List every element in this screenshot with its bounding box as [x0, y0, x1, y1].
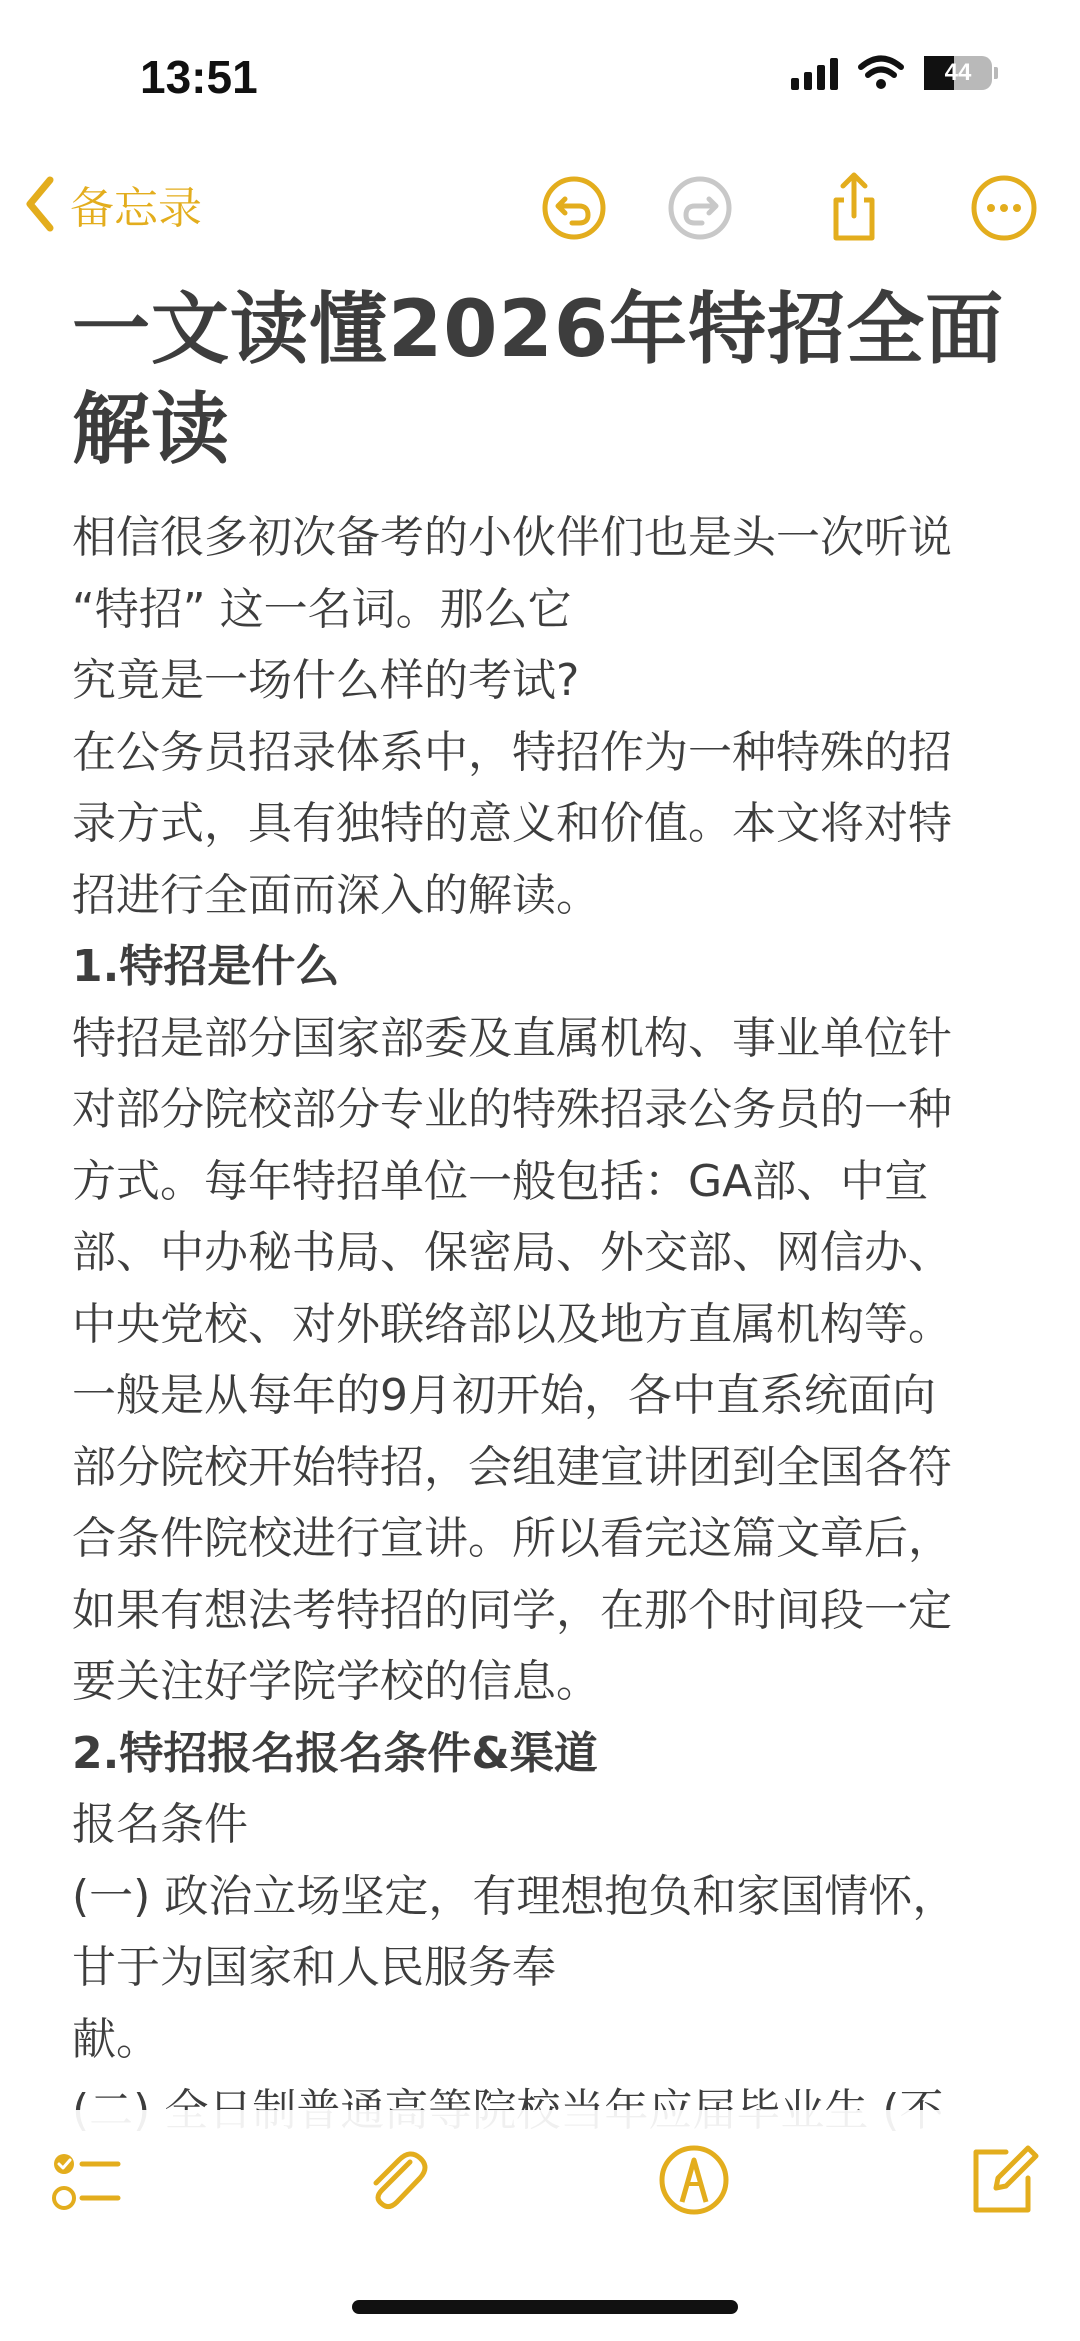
status-bar	[0, 0, 1080, 150]
note-content[interactable]	[72, 280, 1012, 2110]
attachment-icon[interactable]	[354, 2140, 434, 2220]
battery-icon	[924, 56, 992, 90]
note-title-line: 解读	[72, 385, 231, 475]
redo-icon[interactable]	[664, 172, 736, 244]
body-line: (一) 政治立场坚定，有理想抱负和家国情怀，	[72, 1870, 957, 1922]
body-line: 一般是从每年的9月初开始，各中直系统面向	[72, 1370, 936, 1421]
body-line: 部分院校开始特招，会组建宣讲团到全国各符	[72, 1441, 952, 1493]
body-line: 录方式，具有独特的意义和价值。本文将对特	[72, 798, 952, 849]
share-icon[interactable]	[818, 172, 890, 244]
body-line: 部、中办秘书局、保密局、外交部、网信办、	[72, 1227, 952, 1278]
battery-nub	[994, 67, 998, 79]
body-line: 在公务员招录体系中，特招作为一种特殊的招	[72, 726, 952, 778]
status-icons	[791, 56, 998, 90]
body-line: 献。	[72, 2013, 160, 2065]
body-line: 特招是部分国家部委及直属机构、事业单位针	[72, 1012, 952, 1064]
section-heading: 2.特招报名报名条件&渠道	[72, 1727, 598, 1779]
more-icon[interactable]	[968, 172, 1040, 244]
body-line: 招进行全面而深入的解读。	[72, 869, 600, 921]
body-line: 报名条件	[72, 1799, 248, 1850]
signal-icon	[791, 56, 838, 90]
body-line: 合条件院校进行宣讲。所以看完这篇文章后，	[72, 1513, 952, 1564]
body-line: 如果有想法考特招的同学，在那个时间段一定	[72, 1584, 952, 1636]
battery-level: 44	[944, 59, 972, 86]
undo-icon[interactable]	[538, 172, 610, 244]
body-line: 中央党校、对外联络部以及地方直属机构等。	[72, 1298, 952, 1350]
body-line: “特招” 这一名词。那么它	[72, 583, 572, 635]
back-label: 备忘录	[70, 183, 202, 234]
nav-bar	[0, 160, 1080, 260]
body-line: 要关注好学院学校的信息。	[72, 1656, 600, 1707]
status-time: 13:51	[140, 51, 258, 103]
note-title	[72, 280, 1012, 480]
markup-icon[interactable]	[654, 2140, 734, 2220]
chevron-left-icon	[22, 174, 56, 234]
body-line: 方式。每年特招单位一般包括：GA部、中宣	[72, 1155, 929, 1207]
section-heading: 1.特招是什么	[72, 941, 340, 992]
body-line: 对部分院校部分专业的特殊招录公务员的一种	[72, 1084, 952, 1135]
body-line: 究竟是一场什么样的考试?	[72, 655, 580, 706]
wifi-icon	[858, 56, 904, 90]
checklist-icon[interactable]	[44, 2140, 124, 2220]
home-indicator[interactable]	[352, 2300, 738, 2314]
body-line: 甘于为国家和人民服务奉	[72, 1942, 556, 1993]
back-button[interactable]	[22, 172, 202, 236]
body-line: 相信很多初次备考的小伙伴们也是头一次听说	[72, 512, 952, 563]
bottom-toolbar	[0, 2140, 1080, 2250]
note-title-line: 一文读懂2026年特招全面	[72, 285, 1005, 375]
compose-icon[interactable]	[962, 2140, 1042, 2220]
note-body	[72, 502, 1012, 2147]
